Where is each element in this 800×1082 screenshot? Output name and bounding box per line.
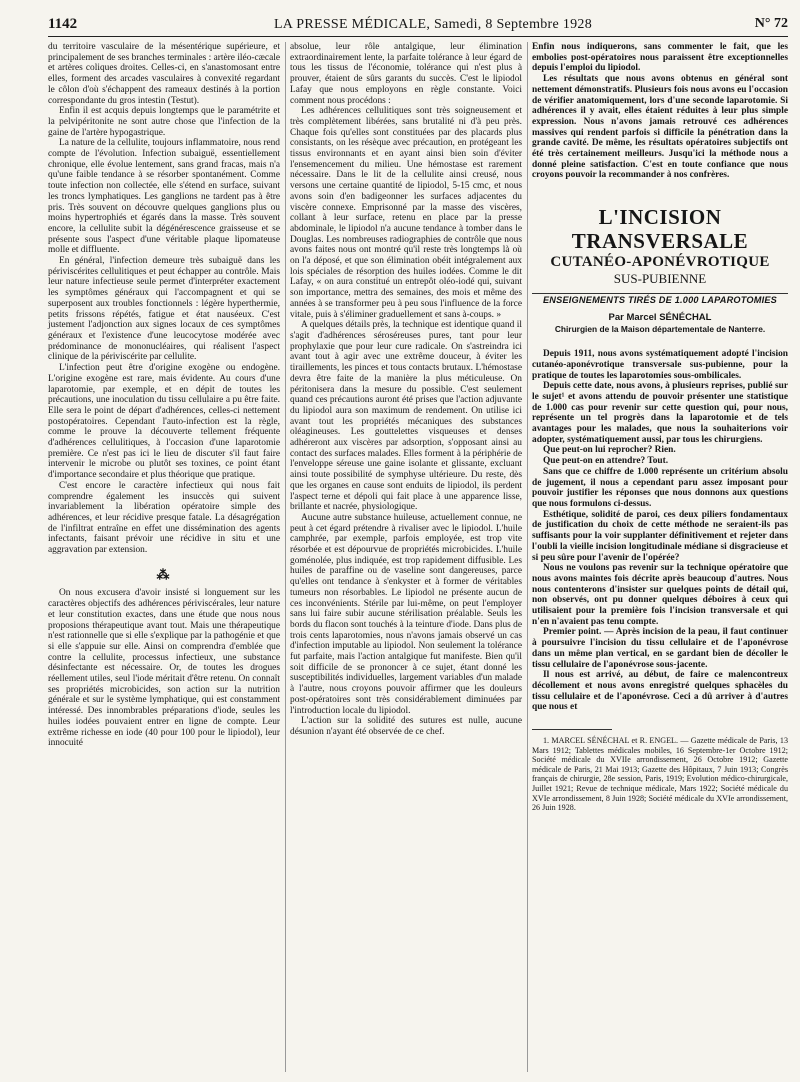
journal-title: LA PRESSE MÉDICALE, Samedi, 8 Septembre 1928 <box>273 17 593 32</box>
paragraph: En général, l'infection demeure très subaiguë dans les périviscérites cellulitiques et peut échapper au contrôle. Mais leur nature infectieuse seule permet d'interpréter exactement les symptômes généraux qui l'accompagnent et qui se superposent aux troubles fonctionnels : légère hyperthermie, petits frissons répétés, fatigue et état nauséeux. C'est justement l'adjonction aux signes locaux de ces symptômes généraux et l'existence d'une leucocytose modérée avec prédominance de mononucléaires, qui réalisent l'aspect clinique de la périviscérite par cellulite. <box>48 256 280 363</box>
paragraph: Il nous est arrivé, au début, de faire ce malencontreux décollement et nous avons enregistré quelques sphacèles du tissu cellulaire et de l'aponévrose. Ceci a dû arriver à d'autres que nous et <box>532 670 788 713</box>
footnote: 1. MARCEL SÉNÉCHAL et R. ENGEL. — Gazette médicale de Paris, 13 Mars 1912; Tablettes médicales mobiles, 16 Septembre-1er Octobre 1912; Société médicale du XVIIe arrondissement, 26 Octobre 1912; Gazette médicale de Paris, 21 Mai 1913; Gazette des Hôpitaux, 7 Juin 1913; Congrès français de chirurgie, 28e session, Paris, 1919; Evolution médico-chirurgicale, Juillet 1921; Revue de technique médicale, Mars 1922; Société médicale du XVIe arrondissement, 8 Juin 1928; Société médicale du XVIe arrondissement, 26 Juin 1928. <box>532 736 788 813</box>
article-subtitle: CUTANÉO-APONÉVROTIQUE <box>550 254 770 271</box>
article-title: L'INCISION TRANSVERSALE <box>571 205 749 254</box>
article-subtitle-2: SUS-PUBIENNE <box>613 271 707 287</box>
column-3 <box>532 42 788 813</box>
paragraph: C'est encore le caractère infectieux qui nous fait comprendre également les insuccès qui suivent invariablement la libération opératoire simple des adhérences, et leur récidive presque fatale. La désagrégation de l'infiltrat entraîne en effet une dissémination des agents infectants, faisant prévoir une récidive in situ et une aggravation par extension. <box>48 480 280 556</box>
article-teaching-line: ENSEIGNEMENTS TIRÉS DE 1.000 LAPAROTOMIES <box>542 295 778 306</box>
paragraph: A quelques détails près, la technique est identique quand il s'agit d'adhérences séroséreuses pures, tant pour leur prophylaxie que pour leur cure radicale. On s'astreindra ici avant tout à agir avec une extrême douceur, à éviter les tiraillements, les pinces et tous contacts brutaux. L'hémostase devra être faite de la manière la plus méticuleuse. On péritonisera dans la mesure du possible. C'est seulement quand ces précautions auront été prises que l'action adjuvante du lipiodol aura son maximum de rendement. On utilise ici avant tout les propriétés mécaniques des substances oléagineuses. Les gouttelettes visqueuses et denses adhéreront aux viscères par adsorption, s'opposant ainsi au contact des surfaces malades. Elles forment à la périphérie de l'enveloppe séreuse une gaine isolante et glissante, excluant ainsi toute possibilité de symphyse ultérieure. Du reste, dès que les organes en cause sont enduits de lipiodol, ils perdent l'aspect terne et dépoli qui fait place à une apparence lisse, brillante et nacrée, physiologique. <box>290 320 522 513</box>
paragraph: Enfin il est acquis depuis longtemps que le paramétrite et la pelvipéritonite ne sont autre chose que l'infection de la gaine de l'artère hypogastrique. <box>48 106 280 138</box>
paragraph: Aucune autre substance huileuse, actuellement connue, ne peut à cet égard prétendre à rivaliser avec le lipiodol. L'huile camphrée, par exemple, parfois employée, est trop vite résorbée et est dépourvue de propriétés microbicides. L'huile goménolée, plus indiquée, est trop rapidement diffusible. Les huiles de paraffine ou de vaseline sont dangereuses, parce qu'elles ont tendance à s'enkyster et à former de véritables tumeurs non résorbables. Le lipiodol ne présente aucun de ces inconvénients. Stérile par lui-même, on peut l'employer sans lui faire subir aucune stérilisation préalable. Seuls les bords du flacon sont touchés à la teinture d'iode. Dans plus de trois cents laparotomies, nous n'avons jamais observé un cas d'infection imputable au lipiodol. Non seulement la tolérance fut parfaite, mais l'action antalgique fut manifeste. Bien qu'il soit difficile de se prononcer à ce sujet, étant donné les susceptibilités individuelles, largement variables d'un malade à l'autre, nous croyons pouvoir affirmer que les douleurs post-opératoires sont très considérablement diminuées par l'introduction locale du lipiodol. <box>290 512 522 716</box>
footnote-rule <box>532 729 612 730</box>
paragraph: On nous excusera d'avoir insisté si longuement sur les caractères objectifs des adhérences périviscérales, leur nature et leur constitution exactes, dans une étude que nous nous proposions thérapeutique avant tout. Mais une thérapeutique n'est rationnelle que si elle s'explique par la pathogénie et que si elle s'appuie sur elle. Ainsi on comprendra d'emblée que contre la cellulite, processus infectieux, une substance désinfectante est nécessaire. Or, de toutes les drogues réellement utiles, seul l'iode méritait d'être retenu. On connaît ses propriétés microbicides, son action sur la nutrition générale et sur le système lymphatique, qui est constamment intéressé. Des innombrables préparations d'iode, seules les huiles iodées pouvaient entrer en ligne de compte. Leur extrême richesse en iode (40 pour 100 pour le lipiodol), leur innocuité <box>48 588 280 749</box>
page-header <box>48 16 788 36</box>
header-rule <box>48 36 788 37</box>
page-number: 1142 <box>48 16 78 32</box>
article-affiliation: Chirurgien de la Maison départementale de Nanterre. <box>554 324 766 335</box>
paragraph: Sans que ce chiffre de 1.000 représente un critérium absolu de jugement, il nous a cependant paru assez imposant pour pouvoir justifier les réponses que nous donnons aux questions que nous formulons ci-dessus. <box>532 466 788 509</box>
paragraph: L'infection peut être d'origine exogène ou endogène. L'origine exogène est rare, mais évidente. Au cours d'une laparotomie, par exemple, et en dépit de toutes les précautions, une inoculation du tissu cellulaire a pu être faite. Elle sera le point de départ d'adhérences, celles-ci nettement postopératoires. Cependant l'auto-infection est la règle, comme le prouve la découverte tellement fréquente d'adhérences cellulitiques, à l'occasion d'une laparotomie première. Ce n'est pas ici le lieu de discuter s'il faut faire intervenir le microbe ou plutôt ses toxines, ce point étant d'importance secondaire et plus théorique que pratique. <box>48 363 280 481</box>
paragraph: L'action sur la solidité des sutures est nulle, aucune désunion n'ayant été observée de ce chef. <box>290 716 522 737</box>
column-divider-1 <box>285 42 286 1072</box>
paragraph: Les adhérences cellulitiques sont très soigneusement et très complètement libérées, sans brutalité ni d'à peu près. Chaque fois qu'elles sont constituées par des placards plus consistants, on les résèque avec précaution, en protégeant les tissus environnants et en ayant ainsi bien soin d'éviter l'ensemencement du milieu. Une hémostase est rarement nécessaire. Dans le lit de la cellulite ainsi creusé, nous versons une certaine quantité de lipiodol, 5-15 cmc, et nous avons soin d'en badigeonner les surfaces adjacentes du viscère connexe. Emprisonné par la masse des viscères, collant à leur surface, retenu en place par la presse abdominale, le lipiodol n'a aucune tendance à tomber dans le Douglas. Les nombreuses radiographies de contrôle que nous avons faites nous ont montré qu'il reste très longtemps là où on l'a déposé, et que son élimination obéit intégralement aux lois spéciales de résorption des huiles iodées. Comme le dit Lafay, « on aura constitué un entrepôt oléo-iodé qui, suivant son importance, mettra des semaines, des mois et même des années à se transformer peu à peu sous l'influence de la force vitale, puis à s'éliminer graduellement et sans à-coups. » <box>290 106 522 320</box>
paragraph: Premier point. — Après incision de la peau, il faut continuer à poursuivre l'incision du tissu cellulaire et de l'aponévrose dans un même plan vertical, en se gardant bien de décoller le tissu cellulaire de l'aponévrose sous-jacente. <box>532 627 788 670</box>
paragraph: Les résultats que nous avons obtenus en général sont nettement démonstratifs. Plusieurs fois nous avons eu l'occasion de vérifier anatomiquement, lors d'une seconde laparotomie. Si adhérences il y avait, elles étaient réduites à leur plus simple expression. Nous n'avons jamais retrouvé ces adhérences massives qui rendent parfois si difficile la pénétration dans la grande cavité. De même, les résultats opératoires subjectifs ont été très certainement meilleurs. Jusqu'ici la méthode nous a donné pleine satisfaction. C'est en toute confiance que nous croyons pouvoir la recommander à nos confrères. <box>532 74 788 181</box>
paragraph: Depuis cette date, nous avons, à plusieurs reprises, publié sur le sujet¹ et avons attendu de pouvoir présenter une statistique de 1.000 cas pour revenir sur cette question qui, pour nous, représente un tel progrès dans la laparotomie et de tels avantages pour les malades, que nous la souhaiterions voir adopter, systématiquement aussi, par tous les chirurgiens. <box>532 381 788 445</box>
section-separator: ⁂ <box>156 566 172 582</box>
paragraph: absolue, leur rôle antalgique, leur élimination extraordinairement lente, la parfaite tolérance à leur égard de tous les tissus de l'économie, tolérance qui n'est plus à prouver, étaient de sûrs garants du succès. C'est le lipiodol Lafay que nous employons en règle constante. Voici comment nous procédons : <box>290 42 522 106</box>
column-1 <box>48 42 280 749</box>
paragraph: Esthétique, solidité de paroi, ces deux piliers fondamentaux de justification du choix de cette méthode ne seraient-ils pas suffisants pour la voir supplanter définitivement et rejeter dans l'oubli la vieille incision longitudinale médiane si disgracieuse et si peu sûre pour l'avenir de l'opérée? <box>532 509 788 563</box>
issue-number: N° 72 <box>754 16 788 31</box>
column-divider-2 <box>527 42 528 1072</box>
paragraph: La nature de la cellulite, toujours inflammatoire, nous rend compte de l'évolution. Infection subaiguë, essentiellement chronique, elle évolue lentement, sans grand fracas, mais n'a qu'une faible tendance à se résorber spontanément. Comme toute infection non collectée, elle s'étend en surface, suivant les troncs lymphatiques. Les ganglions ne tardent pas à être pris. Très souvent on découvre quelques ganglions plus ou moins hypertrophiés et égarés dans la masse. Très souvent encore, la cellulite subit la dégénérescence graisseuse et se présente sous l'aspect d'une véritable plaque lipomateuse molle et diffluente. <box>48 138 280 256</box>
paragraph: du territoire vasculaire de la mésentérique supérieure, et principalement de ses branches terminales : artère iléo-cæcale et artères coliques droites. Celles-ci, en s'anastomosant entre elles, forment des arcades vasculaires à convexité regardant le côlon d'où s'échappent des rameaux destinés à la portion correspondante du gros intestin (Testut). <box>48 42 280 106</box>
paragraph: Enfin nous indiquerons, sans commenter le fait, que les embolies post-opératoires nous paraissent être exceptionnelles depuis l'emploi du lipiodol. <box>532 42 788 74</box>
paragraph: Depuis 1911, nous avons systématiquement adopté l'incision cutanéo-aponévrotique transversale sus-pubienne, pour la pratique de toutes les laparotomies sous-ombilicales. <box>532 349 788 381</box>
article-author: Par Marcel SÉNÉCHAL <box>608 312 712 324</box>
paragraph: Que peut-on lui reprocher? Rien. <box>543 445 676 456</box>
paragraph: Nous ne voulons pas revenir sur la technique opératoire que nous avons maintes fois décrite après beaucoup d'autres. Nous nous contenterons d'insister sur quelques points de détail qui, non observés, ont pu donner quelques déboires à ceux qui utilisaient pour la première fois l'incision transversale et qui n'en n'avaient pas tenu compte. <box>532 563 788 627</box>
column-2 <box>290 42 522 738</box>
paragraph: Que peut-on en attendre? Tout. <box>543 456 669 467</box>
